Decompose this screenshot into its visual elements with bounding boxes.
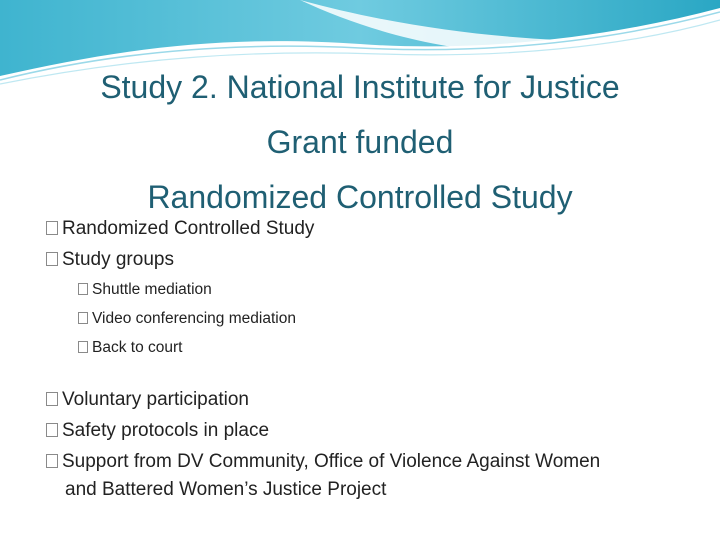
bullet-text: Voluntary participation: [62, 389, 249, 410]
bullet-item-support: [46, 446, 686, 503]
square-bullet-icon: [78, 341, 88, 353]
bullet-text: Randomized Controlled Study: [62, 218, 315, 239]
square-bullet-icon: [46, 454, 58, 468]
square-bullet-icon: [46, 392, 58, 406]
sub-bullet-text: Shuttle mediation: [92, 281, 212, 298]
slide-title-line-1: Study 2. National Institute for Justice: [100, 69, 620, 105]
square-bullet-icon: [46, 252, 58, 266]
spacer: [46, 362, 686, 384]
bullet-list: [46, 213, 686, 503]
square-bullet-icon: [46, 221, 58, 235]
sub-bullet-text: Back to court: [92, 339, 183, 356]
slide-title-line-3: Randomized Controlled Study: [147, 179, 573, 215]
slide-title: [0, 60, 720, 225]
square-bullet-icon: [78, 312, 88, 324]
bullet-text: Support from DV Community, Office of Violence Against Women: [62, 451, 601, 472]
sub-bullet-text: Video conferencing mediation: [92, 310, 296, 327]
sub-bullet-item-court: [78, 333, 686, 362]
sub-bullet-item-video: [78, 304, 686, 333]
bullet-item-randomized: [46, 213, 686, 244]
bullet-text: Study groups: [62, 249, 174, 270]
sub-bullet-item-shuttle: [78, 275, 686, 304]
slide-title-line-2: Grant funded: [266, 124, 454, 160]
bullet-item-study-groups: [46, 244, 686, 275]
square-bullet-icon: [78, 283, 88, 295]
bullet-item-voluntary: [46, 384, 686, 415]
bullet-text: Safety protocols in place: [62, 420, 270, 441]
square-bullet-icon: [46, 423, 58, 437]
bullet-item-safety: [46, 415, 686, 446]
bullet-text-continuation: and Battered Women’s Justice Project: [65, 479, 387, 500]
